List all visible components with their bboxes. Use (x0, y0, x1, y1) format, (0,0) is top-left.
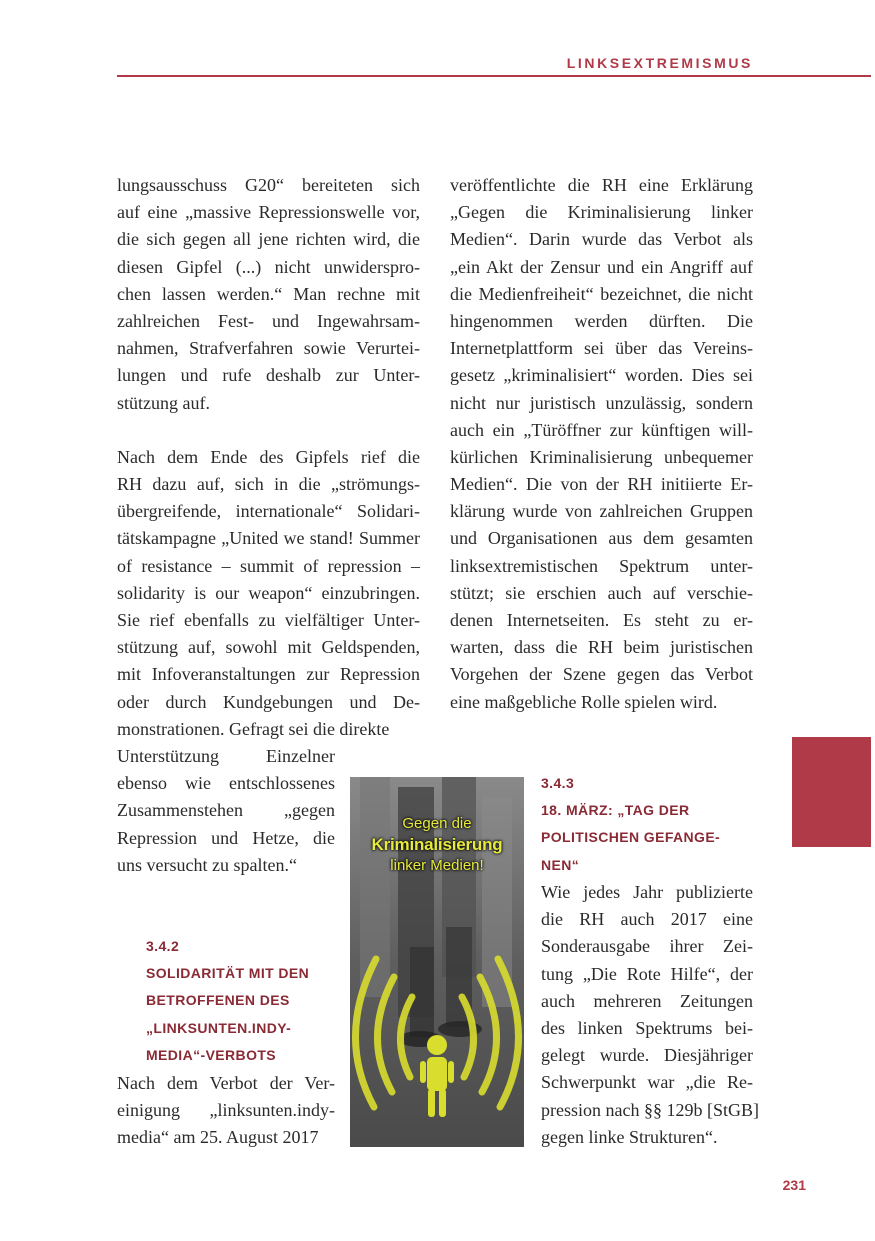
section-title-line: „LINKSUNTEN.INDY- (146, 1019, 292, 1036)
poster-text-line: Gegen die (402, 815, 472, 832)
section-number: 3.4.3 (541, 775, 575, 791)
text-line: Internetplattform sei über das Vereins- (450, 338, 753, 359)
section-heading-3-4-3 (541, 770, 720, 879)
text-line: Schwerpunkt war „die Re- (541, 1072, 753, 1093)
section-title-line: POLITISCHEN GEFANGE- (541, 829, 721, 846)
text-line: kürlichen Kriminalisierung unbequemer (450, 446, 753, 467)
text-line: auch ein „Türöffner zur künftigen will- (450, 419, 753, 440)
text-line: eine maßgebliche Rolle spielen wird. (450, 691, 718, 712)
text-line: Wie jedes Jahr publizierte (541, 882, 753, 902)
text-line: die sich gegen all jene richten wird, die (117, 229, 420, 250)
text-line: media“ am 25. August 2017 (117, 1127, 319, 1148)
text-line: des linken Spektrums bei- (541, 1017, 753, 1038)
text-line: gesetz „kriminalisiert“ worden. Dies sei (450, 365, 753, 386)
text-line: linksextremistischen Spektrum unter- (450, 555, 753, 576)
text-line: denen Internetseiten. Es steht zu er- (450, 610, 753, 630)
text-line: die RH auch 2017 eine (541, 909, 753, 930)
text-line: Vorgehen der Szene gegen das Verbot (450, 664, 753, 685)
text-line: tätskampagne „United we stand! Summer (117, 528, 420, 549)
text-line: auch mehreren Zeitungen (541, 990, 753, 1011)
text-line: nahmen, Strafverfahren sowie Verurtei- (117, 338, 420, 359)
section-3-4-3-body (541, 879, 759, 1151)
text-line: Medien“. Darin wurde das Verbot als (450, 229, 753, 250)
text-line: oder durch Kundgebungen und De- (117, 691, 420, 712)
text-line: warten, dass die RH beim juristischen (450, 637, 753, 658)
section-number: 3.4.2 (146, 938, 180, 954)
text-line: mit Infoveranstaltungen zur Repression (117, 664, 420, 685)
text-line: stützt; sie erschien auch auf verschie- (450, 582, 753, 603)
section-heading-3-4-2 (146, 933, 309, 1069)
text-line: klärung wurde von zahlreichen Gruppen (450, 501, 753, 522)
text-line: monstrationen. Gefragt sei die direkte (117, 718, 390, 739)
header-rule (117, 75, 871, 77)
text-line: lungen und rufe deshalb zur Unter- (117, 365, 420, 386)
text-line: gelegt wurde. Diesjähriger (541, 1045, 753, 1066)
text-line: of resistance – summit of repression – (117, 555, 420, 576)
section-header-title: LINKSEXTREMISMUS (566, 55, 753, 71)
text-line: „ein Akt der Zensur und ein Angriff auf (450, 256, 753, 277)
left-column-text (117, 172, 420, 743)
text-line: ebenso wie entschlossenes (117, 773, 335, 794)
section-title-line: 18. MÄRZ: „TAG DER (541, 802, 690, 819)
page-number: 231 (782, 1177, 806, 1193)
text-line: Unterstützung Einzelner (117, 746, 335, 766)
text-line: hingenommen werden dürften. Die (450, 310, 753, 331)
poster-text-line: Kriminalisierung (371, 835, 503, 854)
text-line: Sonderausgabe ihrer Zei- (541, 936, 753, 957)
section-title-line: NEN“ (541, 856, 580, 873)
text-line: übergreifende, internationale“ Solidari- (117, 501, 420, 522)
section-title-line: BETROFFENEN DES (146, 992, 290, 1009)
section-3-4-2-body (117, 1070, 335, 1152)
poster-text-line: linker Medien! (390, 857, 484, 874)
text-line: Nach dem Ende des Gipfels rief die (117, 446, 420, 467)
text-line: auf eine „massive Repressionswelle vor, (117, 202, 420, 223)
text-line: und Organisationen aus dem gesamten (450, 528, 753, 549)
text-line: diesen Gipfel (...) nicht unwiderspro- (117, 256, 420, 277)
text-line: veröffentlichte die RH eine Erklärung (450, 175, 753, 195)
poster-illustration (350, 777, 524, 1147)
text-line: pression nach §§ 129b [StGB] (541, 1099, 759, 1120)
text-line: „Gegen die Kriminalisierung linker (450, 202, 753, 223)
text-line: nicht nur juristisch unzulässig, sondern (450, 392, 753, 413)
right-column-text (450, 172, 753, 716)
text-line: Zusammenstehen „gegen (117, 800, 335, 821)
text-line: solidarity is our weapon“ einzubringen. (117, 582, 420, 603)
section-title-line: SOLIDARITÄT MIT DEN (146, 965, 310, 982)
text-line: tung „Die Rote Hilfe“, der (541, 963, 753, 984)
text-line: Repression und Hetze, die (117, 827, 335, 848)
text-line (117, 417, 420, 444)
text-line: stützung auf. (117, 392, 210, 413)
text-line: chen lassen werden.“ Man rechne mit (117, 283, 420, 304)
text-line: Sie rief ebenfalls zu vielfältiger Unter- (117, 610, 420, 630)
text-line: Nach dem Verbot der Ver- (117, 1073, 335, 1093)
text-line: Medien“. Die von der RH initiierte Er- (450, 474, 753, 495)
text-line: lungsausschuss G20“ bereiteten sich (117, 175, 420, 195)
poster-image (350, 777, 524, 1147)
text-line: uns versucht zu spalten.“ (117, 854, 297, 875)
text-line: gegen linke Strukturen“. (541, 1126, 718, 1147)
left-wrap-text (117, 743, 335, 879)
section-title-line: MEDIA“-VERBOTS (146, 1046, 277, 1063)
chapter-tab-marker (792, 737, 871, 847)
text-line: RH dazu auf, sich in die „strömungs- (117, 474, 420, 495)
text-line: die Medienfreiheit“ bezeichnet, die nicht (450, 283, 753, 304)
text-line: stützung auf, sowohl mit Geldspenden, (117, 637, 420, 658)
text-line: zahlreichen Fest- und Ingewahrsam- (117, 310, 420, 331)
text-line: einigung „linksunten.indy- (117, 1100, 335, 1121)
